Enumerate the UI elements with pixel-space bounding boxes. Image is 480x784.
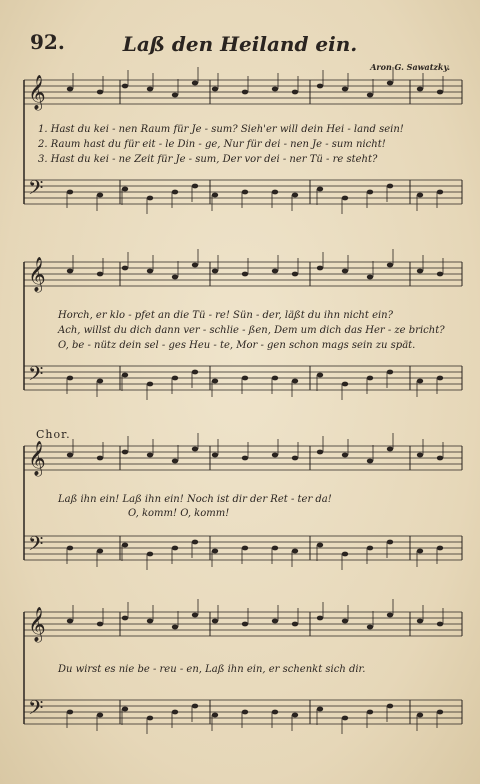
note-head	[292, 272, 298, 277]
note-head	[342, 453, 348, 458]
note-head	[212, 549, 218, 554]
note-head	[97, 622, 103, 627]
note-head	[272, 619, 278, 624]
note-head	[242, 456, 248, 461]
note-head	[417, 87, 423, 92]
note-head	[67, 453, 73, 458]
lyric-final-line: Du wirst es nie be - reu - en, Laß ihn ein, er schenkt sich dir.	[58, 664, 366, 675]
note-head	[212, 713, 218, 718]
note-head	[122, 187, 128, 192]
note-head	[172, 93, 178, 98]
note-head	[192, 81, 198, 86]
note-head	[417, 549, 423, 554]
note-head	[272, 546, 278, 551]
note-head	[67, 269, 73, 274]
note-head	[367, 459, 373, 464]
note-head	[172, 459, 178, 464]
note-head	[387, 613, 393, 618]
note-head	[437, 376, 443, 381]
note-head	[342, 87, 348, 92]
note-head	[292, 549, 298, 554]
note-head	[122, 616, 128, 621]
note-head	[272, 453, 278, 458]
note-head	[367, 376, 373, 381]
note-head	[317, 187, 323, 192]
note-head	[147, 453, 153, 458]
note-head	[147, 87, 153, 92]
note-head	[387, 370, 393, 375]
note-head	[242, 90, 248, 95]
lyric-verse-2: 2. Raum hast du für eit - le Din - ge, Nur für dei - nen Je - sum nicht!	[38, 139, 386, 150]
note-head	[292, 90, 298, 95]
note-head	[387, 704, 393, 709]
treble-clef-icon: 𝄞	[28, 441, 46, 476]
note-head	[342, 619, 348, 624]
note-head	[172, 625, 178, 630]
lyric-verse-3-line-2: O, be - nütz dein sel - ges Heu - te, Mor - gen schon mags sein zu spät.	[58, 340, 416, 351]
note-head	[172, 376, 178, 381]
note-head	[272, 190, 278, 195]
note-head	[342, 716, 348, 721]
lyric-verse-1: 1. Hast du kei - nen Raum für Je - sum? Sieh'er will dein Hei - land sein!	[38, 124, 404, 135]
note-head	[67, 87, 73, 92]
note-head	[437, 456, 443, 461]
note-head	[242, 710, 248, 715]
note-head	[172, 190, 178, 195]
note-head	[172, 275, 178, 280]
note-head	[317, 707, 323, 712]
note-head	[192, 540, 198, 545]
note-head	[272, 376, 278, 381]
treble-clef-icon: 𝄞	[28, 257, 46, 292]
note-head	[292, 379, 298, 384]
note-head	[97, 549, 103, 554]
note-head	[342, 269, 348, 274]
note-head	[192, 184, 198, 189]
note-head	[242, 622, 248, 627]
composer-credit: Aron G. Sawatzky.	[370, 62, 450, 72]
note-head	[212, 193, 218, 198]
note-head	[367, 625, 373, 630]
note-head	[67, 376, 73, 381]
note-head	[192, 613, 198, 618]
note-head	[272, 87, 278, 92]
note-head	[417, 619, 423, 624]
lyric-verse-2-line-2: Ach, willst du dich dann ver - schlie - ßen, Dem um dich das Her - ze bricht?	[58, 325, 445, 336]
note-head	[192, 263, 198, 268]
note-head	[97, 272, 103, 277]
note-head	[67, 546, 73, 551]
chorus-lyric-soprano: Laß ihn ein! Laß ihn ein! Noch ist dir der Ret - ter da!	[58, 494, 332, 505]
bass-clef-icon: 𝄢	[28, 532, 44, 560]
note-head	[292, 622, 298, 627]
note-head	[292, 193, 298, 198]
note-head	[342, 382, 348, 387]
lyric-verse-3: 3. Hast du kei - ne Zeit für Je - sum, Der vor dei - ner Tü - re steht?	[38, 154, 378, 165]
note-head	[67, 619, 73, 624]
note-head	[147, 716, 153, 721]
note-head	[292, 713, 298, 718]
note-head	[317, 84, 323, 89]
note-head	[367, 93, 373, 98]
note-head	[417, 269, 423, 274]
treble-clef-icon: 𝄞	[28, 75, 46, 110]
note-head	[437, 546, 443, 551]
note-head	[147, 269, 153, 274]
note-head	[342, 196, 348, 201]
note-head	[122, 543, 128, 548]
note-head	[242, 546, 248, 551]
note-head	[417, 453, 423, 458]
note-head	[192, 704, 198, 709]
note-head	[417, 193, 423, 198]
note-head	[97, 90, 103, 95]
chorus-lyric-bass: O, komm! O, komm!	[128, 508, 230, 519]
note-head	[67, 190, 73, 195]
note-head	[67, 710, 73, 715]
note-head	[317, 373, 323, 378]
note-head	[172, 546, 178, 551]
note-head	[212, 453, 218, 458]
note-head	[212, 619, 218, 624]
hymn-number: 92.	[30, 30, 65, 54]
note-head	[242, 272, 248, 277]
note-head	[437, 272, 443, 277]
note-head	[387, 540, 393, 545]
note-head	[292, 456, 298, 461]
bass-clef-icon: 𝄢	[28, 696, 44, 724]
note-head	[367, 546, 373, 551]
note-head	[122, 266, 128, 271]
note-head	[387, 184, 393, 189]
bass-clef-icon: 𝄢	[28, 176, 44, 204]
note-head	[147, 382, 153, 387]
note-head	[192, 370, 198, 375]
note-head	[317, 450, 323, 455]
note-head	[272, 710, 278, 715]
note-head	[387, 81, 393, 86]
note-head	[417, 713, 423, 718]
note-head	[387, 447, 393, 452]
note-head	[147, 619, 153, 624]
note-head	[242, 376, 248, 381]
note-head	[437, 90, 443, 95]
note-head	[147, 552, 153, 557]
note-head	[317, 266, 323, 271]
note-head	[437, 190, 443, 195]
note-head	[242, 190, 248, 195]
note-head	[317, 616, 323, 621]
note-head	[122, 707, 128, 712]
note-head	[122, 373, 128, 378]
note-head	[122, 450, 128, 455]
note-head	[147, 196, 153, 201]
note-head	[367, 710, 373, 715]
note-head	[342, 552, 348, 557]
note-head	[437, 622, 443, 627]
bass-clef-icon: 𝄢	[28, 362, 44, 390]
note-head	[172, 710, 178, 715]
note-head	[417, 379, 423, 384]
note-head	[122, 84, 128, 89]
note-head	[212, 269, 218, 274]
note-head	[272, 269, 278, 274]
note-head	[212, 379, 218, 384]
note-head	[367, 190, 373, 195]
lyric-verse-1-line-2: Horch, er klo - pfet an die Tü - re! Sün - der, läßt du ihn nicht ein?	[58, 310, 393, 321]
chorus-label: Chor.	[36, 428, 71, 441]
hymn-title: Laß den Heiland ein.	[122, 32, 358, 56]
note-head	[387, 263, 393, 268]
note-head	[317, 543, 323, 548]
note-head	[367, 275, 373, 280]
note-head	[97, 193, 103, 198]
note-head	[192, 447, 198, 452]
note-head	[212, 87, 218, 92]
treble-clef-icon: 𝄞	[28, 607, 46, 642]
note-head	[97, 713, 103, 718]
note-head	[97, 379, 103, 384]
note-head	[437, 710, 443, 715]
note-head	[97, 456, 103, 461]
